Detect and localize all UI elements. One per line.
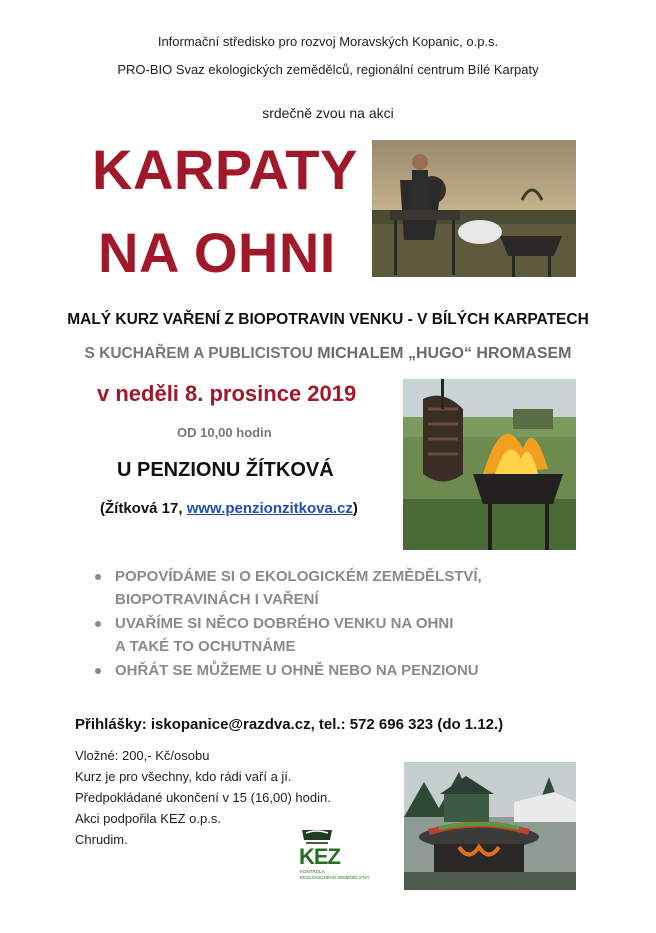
registration-line: Přihlášky: iskopanice@razdva.cz, tel.: 572 696 323 (do 1.12.): [75, 716, 504, 733]
program-item-line-2: A TAKÉ TO OCHUTNÁME: [115, 638, 296, 655]
organizer-line-2: PRO-BIO Svaz ekologických zemědělců, regionální centrum Bílé Karpaty: [117, 62, 539, 77]
kez-logo-caption-1: KONTROLA: [300, 869, 325, 874]
program-item-line-1: OHŘÁT SE MŮŽEME U OHNĚ NEBO NA PENZIONU: [115, 662, 479, 679]
kez-logo: [296, 826, 369, 886]
event-address: [100, 500, 358, 517]
bullet-icon: [95, 574, 101, 580]
event-time: OD 10,00 hodin: [177, 425, 272, 440]
kez-logo-text: KEZ: [299, 844, 340, 869]
penzion-website-link[interactable]: www.penzionzitkova.cz: [186, 500, 353, 517]
fire-grill-photo: [403, 379, 576, 550]
event-date: v neděli 8. prosince 2019: [97, 381, 357, 406]
info-block: [75, 745, 331, 850]
fee-text: Vložné: 200,- Kč/osobu: [75, 748, 210, 763]
program-item: [95, 565, 565, 611]
program-item: [95, 612, 565, 658]
program-item: [95, 659, 565, 682]
chef-grill-photo: [372, 140, 576, 277]
chef-line: [0, 345, 656, 363]
program-item-line-2: BIOPOTRAVINÁCH I VAŘENÍ: [115, 591, 319, 608]
sponsor-text: Akci podpořila KEZ o.p.s.: [75, 811, 221, 826]
kez-logo-caption-2: EKOLOGICKÉHO ZEMĚDĚLSTVÍ: [300, 875, 369, 880]
title-line-2: NA OHNI: [98, 221, 336, 284]
audience-text: Kurz je pro všechny, kdo rádi vaří a jí.: [75, 769, 292, 784]
bullet-icon: [95, 621, 101, 627]
program-item-line-1: POPOVÍDÁME SI O EKOLOGICKÉM ZEMĚDĚLSTVÍ,: [115, 568, 482, 585]
course-subtitle: MALÝ KURZ VAŘENÍ Z BIOPOTRAVIN VENKU - V BÍLÝCH KARPATECH: [67, 311, 589, 328]
end-time-text: Předpokládané ukončení v 15 (16,00) hodin.: [75, 790, 331, 805]
chef-name: MICHALEM „HUGO“ HROMASEM: [317, 345, 572, 362]
address-prefix: (Žítková 17,: [100, 500, 183, 517]
organizer-line-1: Informační středisko pro rozvoj Moravských Kopanic, o.p.s.: [157, 34, 499, 49]
title-line-1: KARPATY: [92, 138, 358, 201]
chef-prefix: S KUCHAŘEM A PUBLICISTOU: [84, 345, 313, 362]
address-suffix: ): [352, 500, 358, 517]
program-list: [95, 565, 565, 683]
event-venue: U PENZIONU ŽÍTKOVÁ: [117, 459, 334, 481]
bullet-icon: [95, 668, 101, 674]
sponsor-city-text: Chrudim.: [75, 832, 128, 847]
program-item-line-1: UVAŘÍME SI NĚCO DOBRÉHO VENKU NA OHNI: [115, 615, 454, 632]
invite-text: srdečně zvou na akci: [262, 105, 394, 121]
penzion-cooking-photo: [404, 762, 576, 890]
